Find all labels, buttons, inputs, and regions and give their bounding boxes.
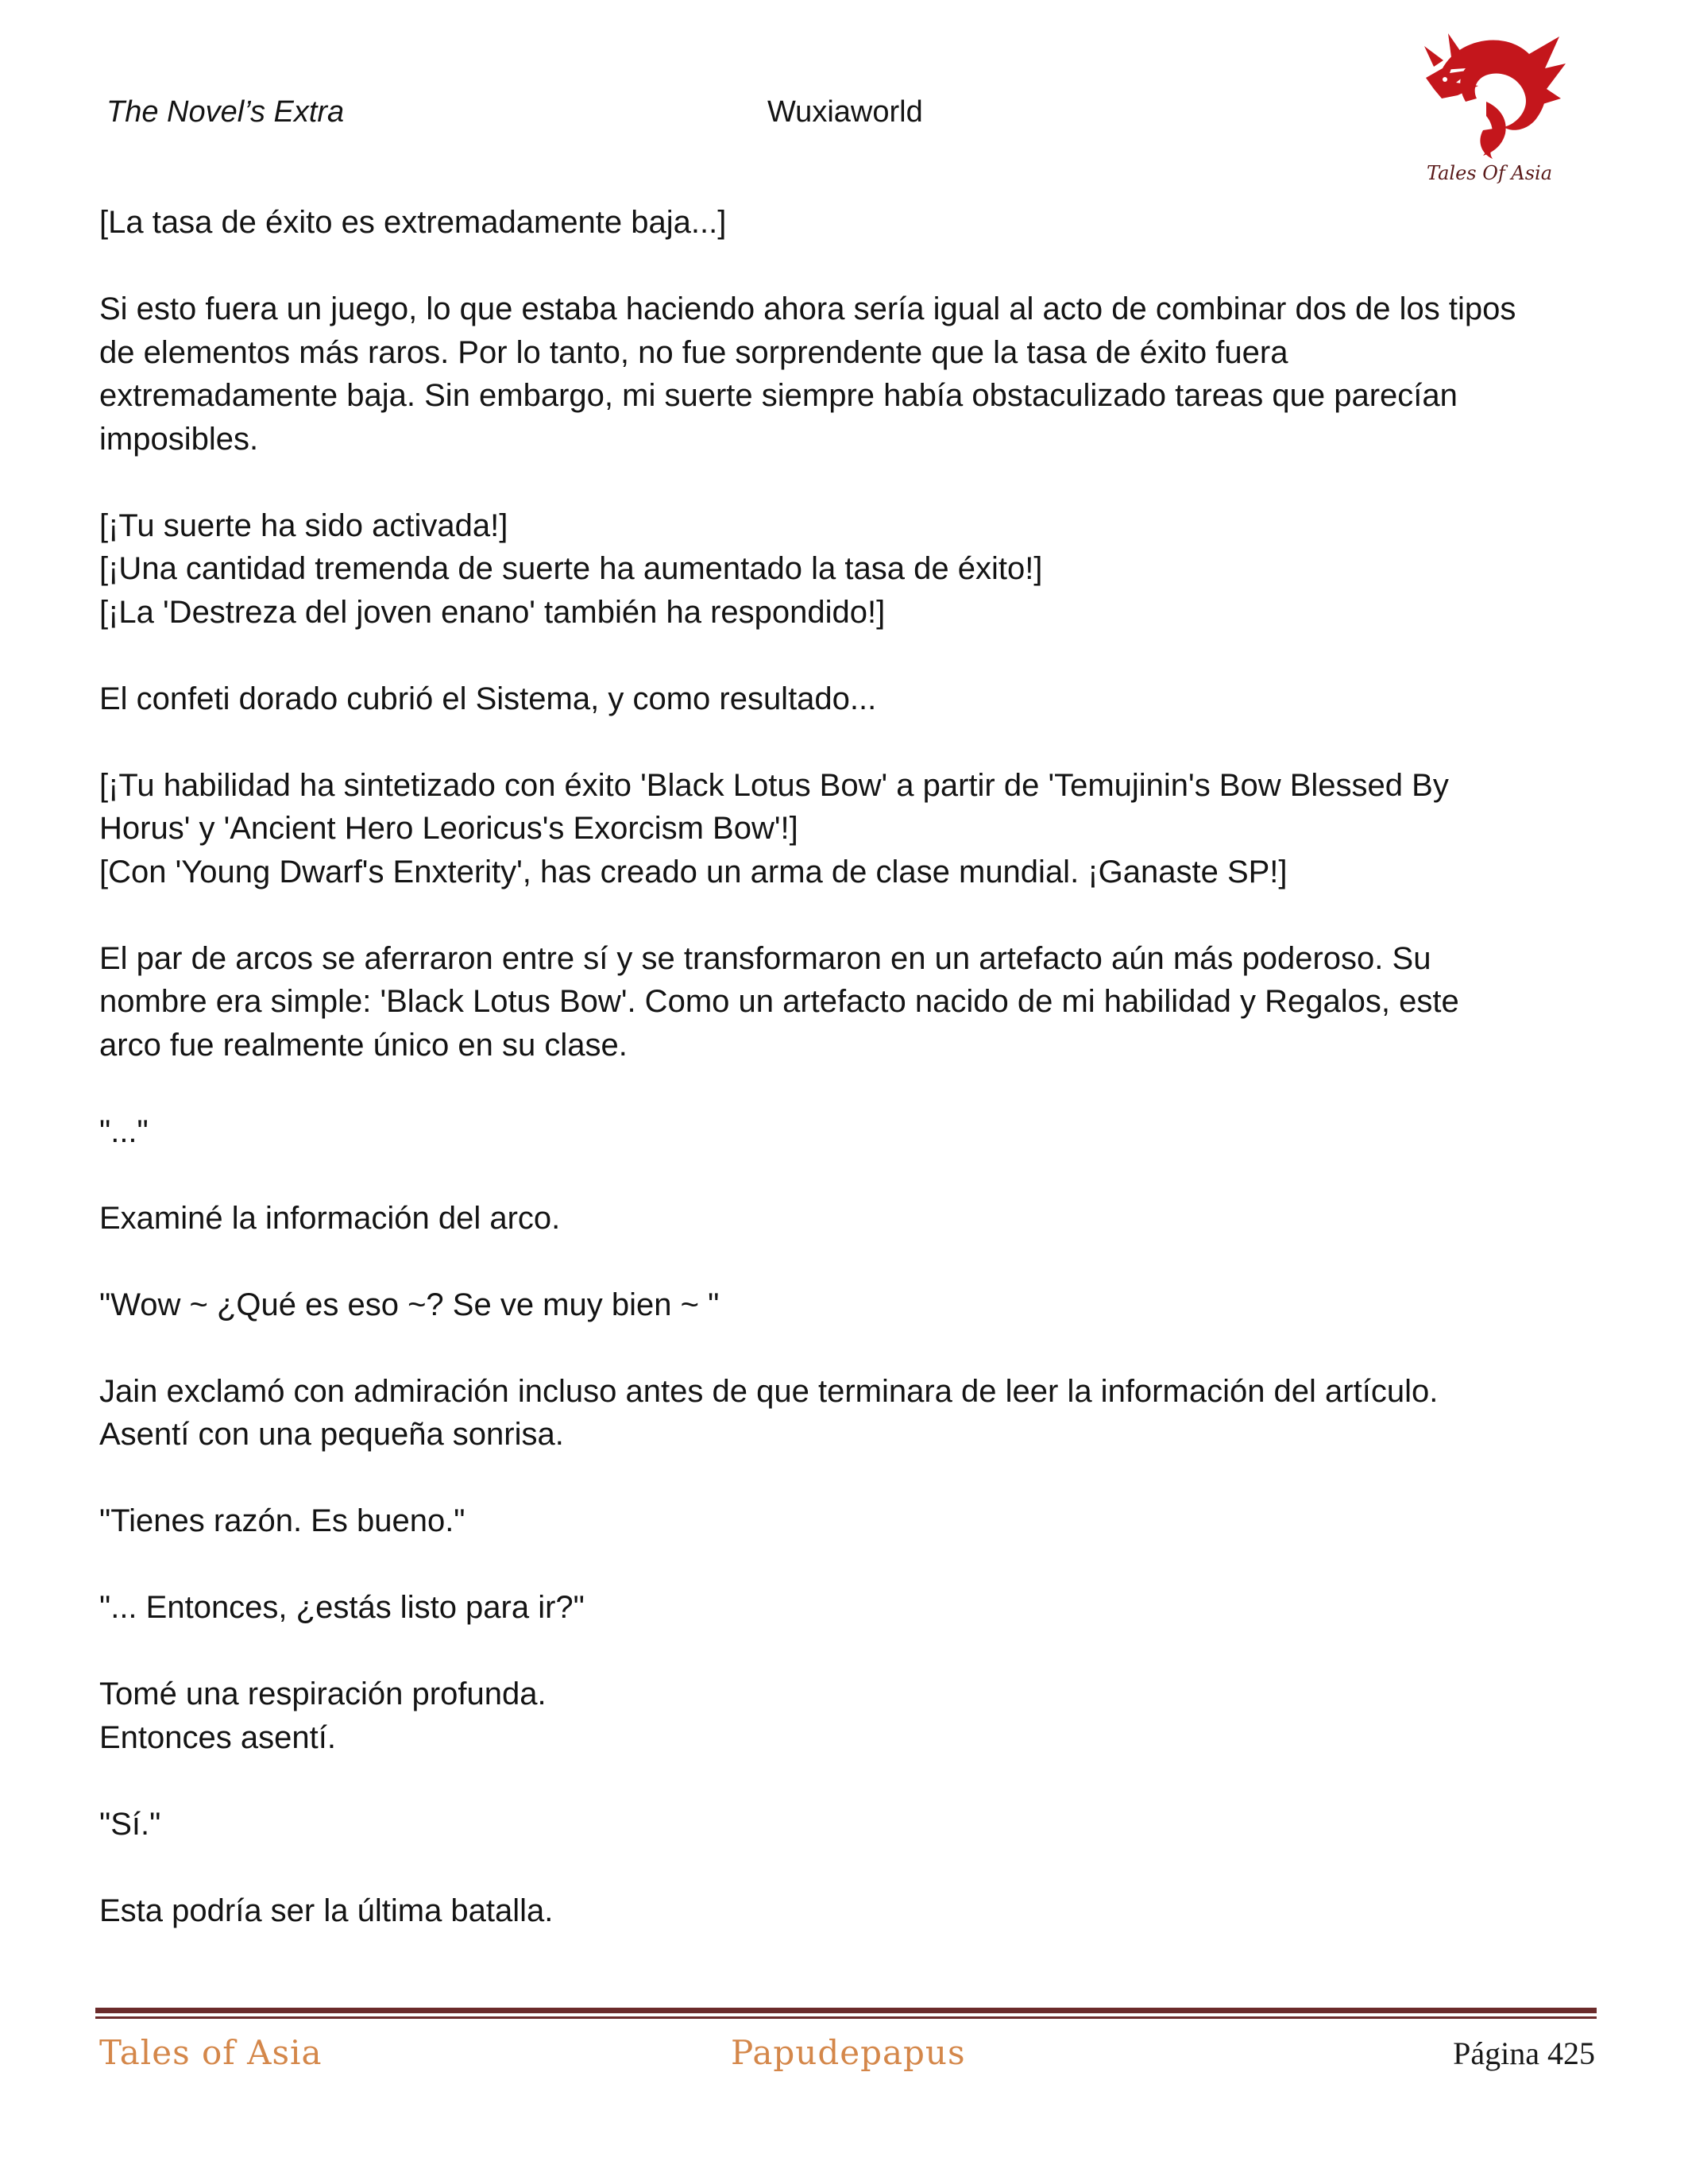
book-title: The Novel’s Extra (106, 95, 345, 129)
text-line: Horus' y 'Ancient Hero Leoricus's Exorcism Bow'!] (99, 811, 798, 846)
paragraph (99, 764, 1593, 894)
text-line: El par de arcos se aferraron entre sí y se transformaron en un artefacto aún más poderoso. Su (99, 940, 1431, 976)
paragraph (99, 1499, 1593, 1543)
red-dragon-icon (1410, 22, 1569, 189)
paragraph (99, 287, 1593, 461)
text-line: arco fue realmente único en su clase. (99, 1027, 628, 1063)
text-line: Asentí con una pequeña sonrisa. (99, 1417, 564, 1452)
tales-of-asia-logo (1410, 22, 1569, 189)
text-line: [¡Una cantidad tremenda de suerte ha aumentado la tasa de éxito!] (99, 551, 1043, 586)
text-line: "Sí." (99, 1806, 161, 1842)
paragraph (99, 1370, 1593, 1457)
paragraph (99, 1803, 1593, 1846)
page-header (0, 0, 1688, 191)
text-line: Tomé una respiración profunda. (99, 1677, 547, 1711)
page-footer (95, 2033, 1597, 2081)
text-line: Esta podría ser la última batalla. (99, 1893, 554, 1928)
text-line: Si esto fuera un juego, lo que estaba haciendo ahora sería igual al acto de combinar dos de los tipos (99, 291, 1516, 326)
paragraph (99, 1586, 1593, 1630)
text-line: [Con 'Young Dwarf's Enxterity', has creado un arma de clase mundial. ¡Ganaste SP!] (99, 854, 1288, 889)
text-line: imposibles. (99, 421, 259, 457)
paragraph (99, 1110, 1593, 1154)
text-line: de elementos más raros. Por lo tanto, no fue sorprendente que la tasa de éxito fuera (99, 334, 1288, 370)
paragraph (99, 1197, 1593, 1241)
text-line: nombre era simple: 'Black Lotus Bow'. Como un artefacto nacido de mi habilidad y Regalos, este (99, 984, 1459, 1019)
text-line: "... Entonces, ¿estás listo para ir?" (99, 1590, 585, 1625)
text-line: extremadamente baja. Sin embargo, mi suerte siempre había obstaculizado tareas que parecían (99, 378, 1458, 413)
text-line: "Tienes razón. Es bueno." (99, 1503, 465, 1538)
paragraph (99, 1283, 1593, 1327)
text-line: [La tasa de éxito es extremadamente baja...] (99, 205, 727, 240)
paragraph (99, 1889, 1593, 1933)
page-number: Página 425 (1453, 2035, 1595, 2071)
site-name: Wuxiaworld (767, 95, 923, 129)
paragraph (99, 937, 1593, 1067)
text-line: Jain exclamó con admiración incluso antes de que terminara de leer la información del artículo. (99, 1373, 1439, 1409)
paragraph (99, 677, 1593, 721)
text-line: [¡La 'Destreza del joven enano' también ha respondido!] (99, 594, 886, 630)
paragraph (99, 1673, 1593, 1759)
text-line: El confeti dorado cubrió el Sistema, y como resultado... (99, 681, 877, 716)
text-line: [¡Tu suerte ha sido activada!] (99, 507, 508, 543)
text-line: Examiné la información del arco. (99, 1200, 561, 1236)
text-line: "..." (99, 1113, 149, 1149)
paragraph (99, 201, 1593, 245)
paragraph (99, 504, 1593, 635)
text-line: [¡Tu habilidad ha sintetizado con éxito 'Black Lotus Bow' a partir de 'Temujinin's Bow Blessed By (99, 767, 1449, 803)
footer-divider (95, 2008, 1597, 2019)
logo-text: Tales Of Asia (1426, 162, 1553, 184)
chapter-body (99, 201, 1593, 1976)
footer-translator: Papudepapus (731, 2033, 966, 2072)
footer-publisher: Tales of Asia (99, 2033, 323, 2072)
text-line: Entonces asentí. (99, 1719, 336, 1755)
text-line: "Wow ~ ¿Qué es eso ~? Se ve muy bien ~ " (99, 1287, 720, 1322)
